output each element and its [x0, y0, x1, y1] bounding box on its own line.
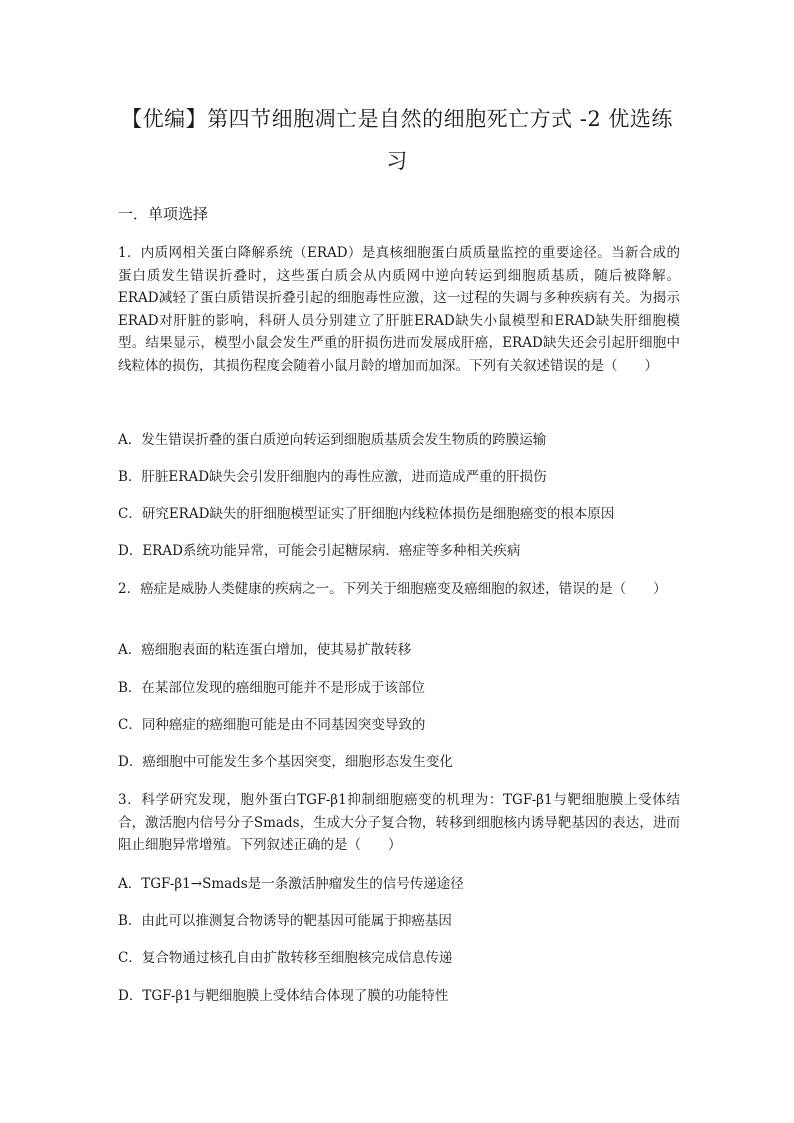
question-3-option-b: B．由此可以推测复合物诱导的靶基因可能属于抑癌基因: [118, 913, 452, 929]
question-2-option-b: B．在某部位发现的癌细胞可能并不是形成于该部位: [118, 680, 425, 696]
question-2-option-d: D．癌细胞中可能发生多个基因突变，细胞形态发生变化: [118, 754, 453, 770]
question-2-option-c: C．同种癌症的癌细胞可能是由不同基因突变导致的: [118, 717, 426, 733]
question-2-option-a: A．癌细胞表面的粘连蛋白增加，使其易扩散转移: [118, 642, 412, 658]
question-1-option-c: C．研究ERAD缺失的肝细胞模型证实了肝细胞内线粒体损伤是细胞癌变的根本原因: [118, 506, 615, 522]
question-1-option-d: D．ERAD系统功能异常，可能会引起糖尿病．癌症等多种相关疾病: [118, 543, 521, 559]
question-3-option-c: C．复合物通过核孔自由扩散转移至细胞核完成信息传递: [118, 950, 453, 966]
document-title: 【优编】第四节细胞凋亡是自然的细胞死亡方式 -2 优选练习: [121, 107, 673, 173]
question-3-option-a: A．TGF-β1→Smads是一条激活肿瘤发生的信号传递途径: [118, 876, 464, 892]
question-1-stem: 1．内质网相关蛋白降解系统（ERAD）是真核细胞蛋白质质量监控的重要途径。当新合成的蛋白质发生错误折叠时，这些蛋白质会从内质网中逆向转运到细胞质基质，随后被降解。ERAD减轻了蛋白质错误折叠引起的细胞毒性应激，这一过程的失调与多种疾病有关。为揭示ERAD对肝脏的影响，科研人员分别建立了肝脏ERAD缺失小鼠模型和ERAD缺失肝细胞模型。结果显示，模型小鼠会发生严重的肝损伤进而发展成肝癌，ERAD缺失还会引起肝细胞中线粒体的损伤，其损伤程度会随着小鼠月龄的增加而加深。下列有关叙述错误的是（ ）: [118, 245, 680, 374]
question-3-stem: 3．科学研究发现，胞外蛋白TGF-β1抑制细胞癌变的机理为：TGF-β1与靶细胞膜上受体结合，激活胞内信号分子Smads，生成大分子复合物，转移到细胞核内诱导靶基因的表达，进而阻止细胞异常增殖。下列叙述正确的是（ ）: [118, 792, 680, 854]
section-heading: 一．单项选择: [118, 205, 209, 223]
question-3-option-d: D．TGF-β1与靶细胞膜上受体结合体现了膜的功能特性: [118, 988, 449, 1004]
question-2-stem: 2．癌症是威胁人类健康的疾病之一。下列关于细胞癌变及癌细胞的叙述，错误的是（ ）: [118, 581, 667, 597]
question-1-option-a: A．发生错误折叠的蛋白质逆向转运到细胞质基质会发生物质的跨膜运输: [118, 432, 547, 448]
question-1-option-b: B．肝脏ERAD缺失会引发肝细胞内的毒性应激，进而造成严重的肝损伤: [118, 469, 547, 485]
